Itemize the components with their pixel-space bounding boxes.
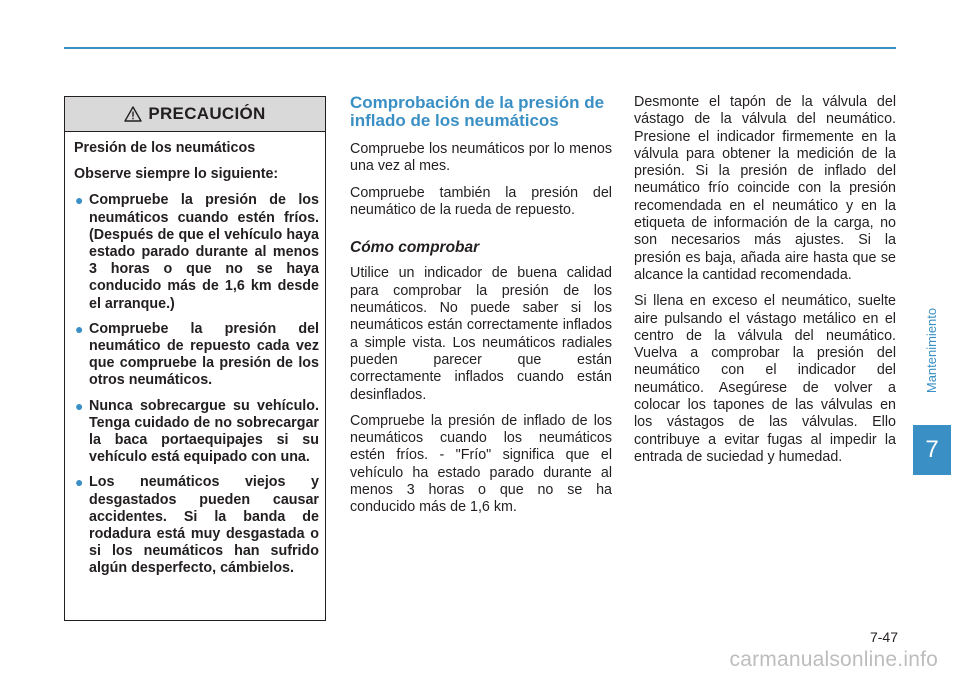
subsection-title: Cómo comprobar xyxy=(350,239,480,257)
paragraph: Desmonte el tapón de la válvula del vástago de la válvula del neumático. Presione el indicador firmemente en la válvula para obtener la medición de la presión. Si la presión de inflado del neumático frío coincide con la presión recomendada en el neumático y en la etiqueta de información de la carga, no son necesarios más ajustes. Si la presión es baja, añada aire hasta que se alcance la cantidad recomendada. xyxy=(634,94,896,283)
chapter-tab xyxy=(913,425,951,475)
caution-list xyxy=(74,192,319,577)
paragraph: Utilice un indicador de buena calidad para comprobar la presión de los neumáticos. No puede saber si los neumáticos están correctamente inflados a simple vista. Los neumáticos radiales pueden parecer que están correctamente inflados cuando están desinflados. xyxy=(350,265,612,403)
page-number: 7-47 xyxy=(869,629,898,645)
caution-title: PRECAUCIÓN xyxy=(148,104,266,123)
caution-body xyxy=(65,132,325,578)
bullet-icon: ● xyxy=(75,474,84,491)
bullet-icon: ● xyxy=(75,320,84,337)
bullet-icon: ● xyxy=(75,397,84,414)
caution-header xyxy=(65,97,325,132)
section-title: Comprobación de la presión de inflado de los neumáticos xyxy=(350,93,605,130)
watermark: carmanualsonline.info xyxy=(729,648,938,671)
paragraph: Compruebe los neumáticos por lo menos una vez al mes. xyxy=(350,141,612,175)
middle-column xyxy=(350,94,612,526)
right-column xyxy=(634,94,896,475)
caution-intro: Observe siempre lo siguiente: xyxy=(74,166,279,183)
bullet-icon: ● xyxy=(75,192,84,209)
top-rule xyxy=(64,47,896,49)
caution-box xyxy=(64,96,326,621)
caution-heading: Presión de los neumáticos xyxy=(74,140,256,156)
warning-triangle-icon xyxy=(124,106,142,122)
paragraph: Compruebe la presión de inflado de los neumáticos cuando los neumáticos estén fríos. - "Frío" significa que el vehículo ha estado parado durante al menos 3 horas o que no se ha conducido más de 1,6 km. xyxy=(350,412,612,516)
paragraph: Si llena en exceso el neumático, suelte aire pulsando el vástago metálico en el centro de la válvula del neumático. Vuelva a comprobar la presión del neumático con el indicador del neumático. Asegúrese de volver a colocar los tapones de las válvulas en los vástagos de las válvulas. Ello contribuye a evitar fugas al impedir la entrada de suciedad y humedad. xyxy=(634,293,896,465)
paragraph: Compruebe también la presión del neumático de la rueda de repuesto. xyxy=(350,184,612,218)
caution-item: ● Compruebe la presión de los neumáticos cuando estén fríos. (Después de que el vehículo haya estado parado durante al menos 3 horas o que no se haya conducido más de 1,6 km desde el arranque.) xyxy=(75,192,319,312)
caution-item: ● Los neumáticos viejos y desgastados pueden causar accidentes. Si la banda de rodadura está muy desgastada o si los neumáticos han sufrido algún desperfecto, cámbielos. xyxy=(75,474,319,577)
chapter-number: 7 xyxy=(925,436,939,463)
caution-item: ● Compruebe la presión del neumático de repuesto cada vez que compruebe la presión de los otros neumáticos. xyxy=(75,320,319,389)
caution-item: ● Nunca sobrecargue su vehículo. Tenga cuidado de no sobrecargar la baca portaequipajes si su vehículo está equipado con una. xyxy=(75,397,319,466)
side-section-label: Mantenimiento xyxy=(924,307,940,393)
